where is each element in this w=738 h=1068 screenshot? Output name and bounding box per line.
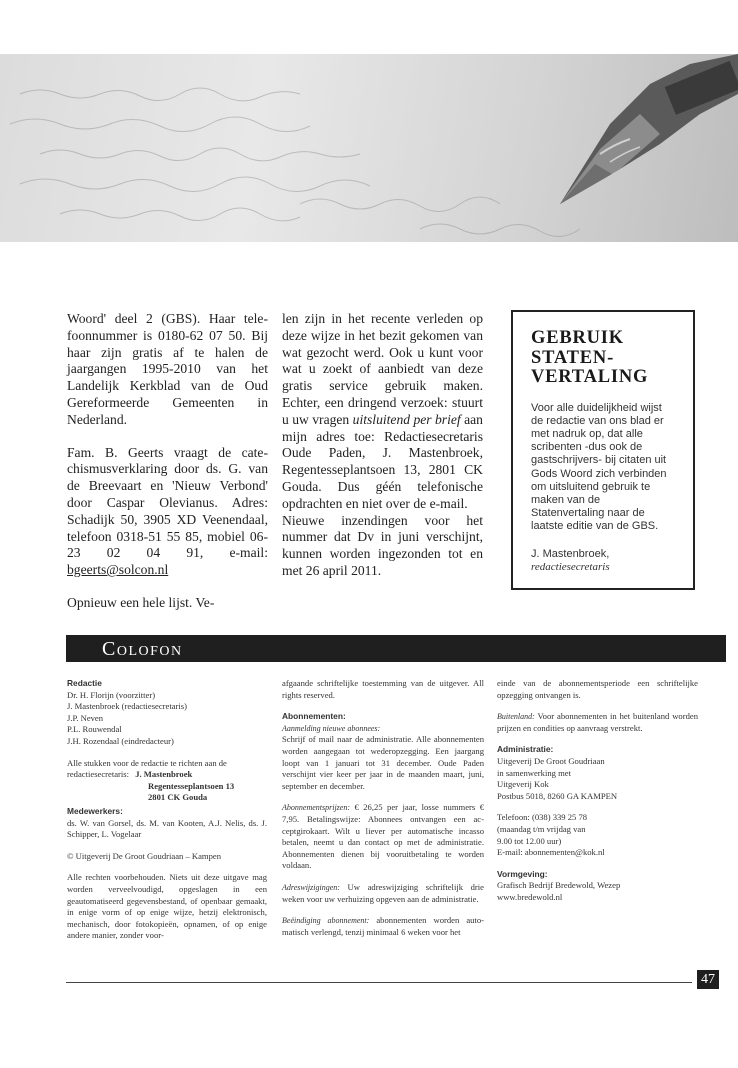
signature-name: J. Mastenbroek, (531, 547, 610, 560)
notice-body: Voor alle duidelijkheid wijst de redactie van ons blad er met nadruk op, dat alle scribenten -dus ook de gastschrijvers- bij citaten uit Gods Woord zich verbinden om uitsluitend gebruik te maken van de Statenvertaling naar de laatste editie van de GBS. (531, 401, 667, 533)
article-column-1 (67, 311, 268, 612)
beeindiging-text: abonnementen worden automatisch verlengd, tenzij minimaal 6 weken voor het (282, 915, 484, 937)
tijden-line: (maandag t/m vrijdag van (497, 823, 586, 834)
redactie-member: J.H. Rozendaal (eindredacteur) (67, 735, 174, 746)
tijden-line: 9.00 tot 12.00 uur) (497, 835, 562, 846)
prijzen-label: Abonnementsprijzen: (282, 803, 350, 813)
colofon-title: Colofon (102, 638, 183, 660)
statenvertaling-notice-box (511, 310, 695, 590)
buitenland-paragraph (497, 711, 698, 734)
article-text: Fam. B. Geerts vraagt de catechismusverklaring door ds. G. van de Breevaart en 'Nieuw Verbond' door Caspar Olevianus. Adres: Schadijk 50, 3905 XD Veenendaal, telefoon 0318-51 55 85, mobiel 06-23 02 04 91, e-mail: (67, 444, 268, 561)
article-paragraph (282, 311, 483, 513)
article-text: len zijn in het recente verleden op deze wijze in het bezit gekomen van wat gezocht werd. Ook u kunt voor wat u zoekt of aanbiedt van deze gratis service gebruik maken. Echter, een dringend verzoek: stuurt u uw vragen (282, 311, 483, 427)
administratie-line: Postbus 5018, 8260 GA KAMPEN (497, 790, 618, 801)
address-street: Regentesseplantsoen 13 (148, 780, 235, 791)
email-line[interactable]: E-mail: abonnementen@kok.nl (497, 847, 605, 858)
article-paragraph: Woord' deel 2 (GBS). Haar telefoonnummer is 0180-62 07 50. Bij haar zijn gratis af te halen de jaargangen 1995-2010 van het Landelijk Kerkblad van de Oud Gereformeerde Gemeenten in Nederland. (67, 311, 268, 427)
article-emphasis: uitsluitend per brief (352, 411, 461, 427)
notice-title: GEBRUIK STATEN- VERTALING (531, 328, 649, 387)
administratie-line: in samenwerking met (497, 767, 571, 778)
rights-continued: afgaande schriftelijke toestemming van de uitgever. All rights reserved. (282, 678, 484, 700)
redactie-member: J. Mastenbroek (redactiesecretaris) (67, 701, 188, 712)
abonnementen-heading: Abonnementen: (282, 711, 346, 722)
notice-signature (531, 548, 675, 574)
address-line (67, 792, 267, 804)
header-photo-banner (0, 54, 738, 242)
colofon-column-2 (282, 678, 484, 938)
article-paragraph (67, 445, 268, 579)
aanmelding-text: Schrijf of mail naar de administratie. Alle abonnementen worden aangegaan tot wederopzegging. Een jaargang loopt van 1 januari tot 31 december. Oude Paden verschijnt vier keer per jaar in de maanden maart, juni, september en december. (282, 734, 484, 791)
page-number: 47 (697, 970, 719, 989)
redactie-member: Dr. H. Florijn (voorzitter) (67, 689, 156, 700)
stukken-label: redactiesecretaris: (67, 769, 130, 780)
address-city: 2801 CK Gouda (148, 792, 208, 803)
prijzen-text: € 26,25 per jaar, losse nummers € 7,95. Betalingswijze: Abonnees ontvangen een acceptgirokaart. Wilt u liever per automatische incasso betalen, neemt u dan contact op met de administratie. Abonnementen dienen bij vooruitbetaling te worden voldaan. (282, 802, 484, 871)
fountain-pen-icon (0, 54, 738, 242)
prijzen-paragraph (282, 802, 484, 872)
adres-paragraph (282, 882, 484, 905)
address-line: J. Mastenbroek (135, 769, 193, 780)
article-column-2 (282, 311, 483, 580)
article-paragraph: Nieuwe inzendingen voor het nummer dat Dv in juni verschijnt, kunnen worden ingezonden tot en met 26 april 2011. (282, 512, 483, 578)
adres-label: Adreswijzigingen: (282, 882, 340, 892)
buitenland-label: Buitenland: (497, 712, 535, 722)
article-paragraph: Opnieuw een hele lijst. Ve- (67, 594, 215, 610)
colofon-column-1 (67, 678, 267, 942)
signature-role: redactiesecretaris (531, 560, 610, 573)
address-line (67, 781, 267, 793)
stukken-text: Alle stukken voor de redactie te richten aan de (67, 757, 227, 768)
vormgeving-heading: Vormgeving: (497, 868, 548, 879)
article-text: aan mijn adres toe: Redactiesecretaris Oude Paden, J. Mastenbroek, Regentesseplantsoen 13, 2801 CK Gouda. Dus géén telefonische opdrachten en niet over de e-mail. (282, 411, 483, 511)
redactie-member: J.P. Neven (67, 712, 104, 723)
telefoon-line: Telefoon: (038) 339 25 78 (497, 812, 588, 823)
aanmelding-label: Aanmelding nieuwe abonnees: (282, 723, 381, 733)
opzegging-text: einde van de abonnementsperiode een schriftelijke opzegging ontvangen is. (497, 678, 698, 700)
medewerkers-heading: Medewerkers: (67, 805, 123, 816)
colofon-header (66, 635, 726, 662)
colofon-column-3 (497, 678, 698, 904)
beeindiging-paragraph (282, 915, 484, 938)
redactie-heading: Redactie (67, 678, 102, 688)
email-link[interactable]: bgeerts@solcon.nl (67, 562, 169, 578)
administratie-line: Uitgeverij De Groot Goudriaan (497, 755, 605, 766)
copyright-line: © Uitgeverij De Groot Goudriaan – Kampen (67, 850, 222, 861)
administratie-heading: Administratie: (497, 744, 554, 755)
vormgeving-line: Grafisch Bedrijf Bredewold, Wezep (497, 880, 621, 891)
rights-text: Alle rechten voorbehouden. Niets uit deze uitgave mag worden verveelvoudigd, opgeslagen in een geautomatiseerd gegevensbestand, of openbaar gemaakt, in enige vorm of op enige wijze, hetzij elektronisch, mechanisch, door fotokopieën, opnamen, of op enige andere manier, zonder voor- (67, 872, 267, 941)
buitenland-text: Voor abonnementen in het buitenland worden prijzen en condities op aanvraag verstrekt. (497, 711, 698, 733)
footer-divider (66, 982, 692, 983)
medewerkers-list: ds. W. van Gorsel, ds. M. van Kooten, A.J. Nelis, ds. J. Schipper, L. Vogelaar (67, 817, 267, 840)
redactie-member: P.L. Rouwendal (67, 724, 122, 735)
website-link[interactable]: www.bredewold.nl (497, 891, 563, 902)
stukken-address (67, 769, 267, 781)
administratie-line: Uitgeverij Kok (497, 779, 549, 790)
beeindiging-label: Beëindiging abonnement: (282, 916, 370, 926)
adres-text: Uw adreswijziging schriftelijk drie weken voor uw verhuizing opgeven aan de administratie. (282, 881, 484, 904)
